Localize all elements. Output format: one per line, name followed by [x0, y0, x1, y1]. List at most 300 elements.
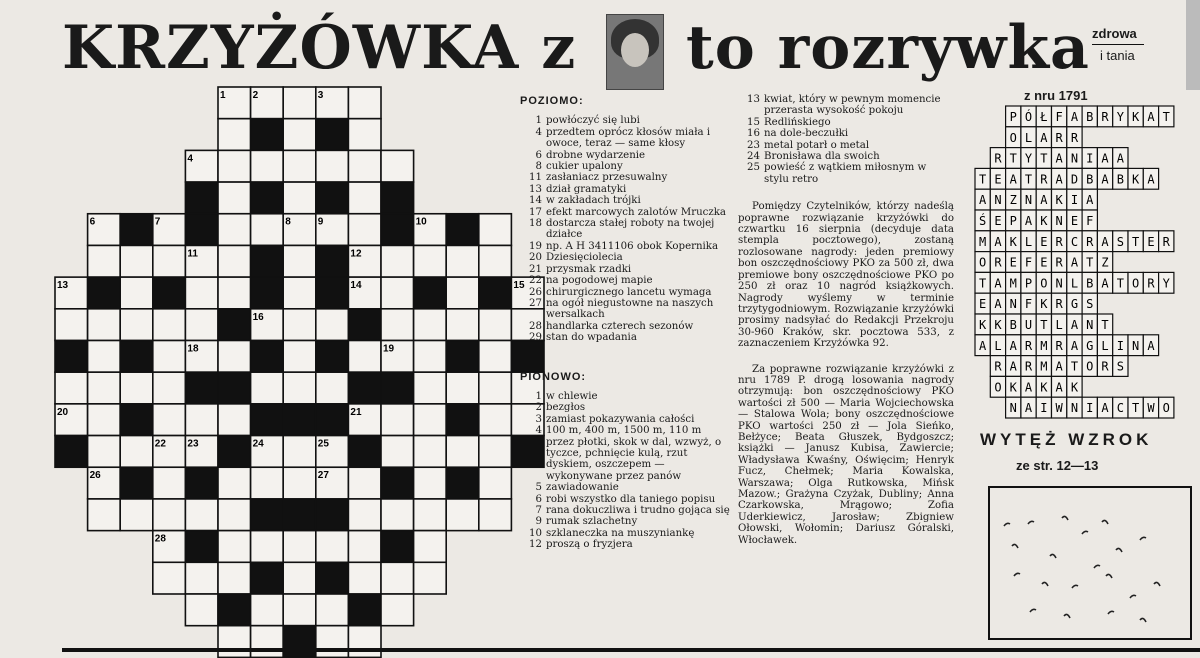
- grid-cell[interactable]: [283, 277, 316, 309]
- grid-cell[interactable]: [316, 562, 349, 594]
- spot-puzzle: [988, 486, 1192, 640]
- grid-cell[interactable]: [381, 245, 414, 277]
- grid-cell[interactable]: [185, 531, 218, 563]
- solution-letter: E: [979, 297, 987, 312]
- solution-letter: L: [1070, 276, 1079, 291]
- solution-letter: Ł: [1040, 110, 1048, 124]
- grid-cell[interactable]: [55, 436, 88, 468]
- grid-cell[interactable]: [218, 150, 251, 182]
- grid-cell[interactable]: [218, 626, 251, 658]
- clue-across-18: [520, 218, 730, 241]
- solution-letter: T: [1086, 255, 1094, 270]
- grid-cell[interactable]: [479, 277, 512, 309]
- grid-cell[interactable]: [348, 119, 381, 151]
- grid-cell[interactable]: [185, 214, 218, 246]
- grid-cell[interactable]: [153, 562, 186, 594]
- clue-text: chirurgicznego lancetu wymaga: [546, 286, 712, 298]
- tag-bottom: i tania: [1100, 48, 1135, 63]
- grid-cell[interactable]: [316, 499, 349, 531]
- grid-cell[interactable]: [446, 467, 479, 499]
- clue-number: 25: [747, 162, 760, 174]
- grid-cell[interactable]: [218, 372, 251, 404]
- grid-cell[interactable]: [283, 309, 316, 341]
- grid-cell[interactable]: [316, 404, 349, 436]
- clue-across-28: [520, 321, 730, 332]
- grid-cell[interactable]: [218, 499, 251, 531]
- grid-cell[interactable]: [446, 372, 479, 404]
- grid-cell[interactable]: [414, 404, 447, 436]
- solution-letter: R: [1070, 130, 1079, 145]
- solution-letter: Y: [1024, 151, 1033, 166]
- solution-letter: O: [1132, 276, 1140, 291]
- clue-number: 14: [529, 195, 542, 207]
- solution-letter: N: [1055, 214, 1063, 228]
- grid-cell[interactable]: [88, 372, 121, 404]
- solution-letter: A: [1116, 151, 1124, 166]
- grid-cell[interactable]: [348, 436, 381, 468]
- grid-cell[interactable]: [348, 150, 381, 182]
- solution-letter: I: [1040, 401, 1048, 416]
- clue-text: w zakładach trójki: [546, 195, 641, 207]
- grid-cell[interactable]: [88, 309, 121, 341]
- clue-number: 4: [535, 126, 542, 138]
- grid-cell[interactable]: [218, 562, 251, 594]
- puzzle-mark: [1154, 582, 1160, 586]
- grid-cell[interactable]: [381, 277, 414, 309]
- grid-cell[interactable]: [55, 309, 88, 341]
- solution-letter: C: [1070, 234, 1079, 249]
- grid-cell[interactable]: [185, 562, 218, 594]
- grid-cell[interactable]: [218, 467, 251, 499]
- puzzle-mark: [1012, 544, 1018, 548]
- grid-cell[interactable]: [185, 499, 218, 531]
- grid-cell[interactable]: [218, 182, 251, 214]
- grid-cell[interactable]: [348, 309, 381, 341]
- solution-letter: A: [1009, 338, 1017, 353]
- clue-text: rana dokuczliwa i trudno gojąca się: [546, 505, 730, 516]
- grid-cell[interactable]: [218, 594, 251, 626]
- clue-down-3: [520, 414, 730, 425]
- clue-text: drobne wydarzenie: [546, 149, 646, 161]
- puzzle-mark: [1064, 614, 1070, 618]
- puzzle-mark: [1042, 582, 1048, 586]
- clue-across-6: [520, 150, 730, 161]
- grid-number: 4: [187, 153, 193, 165]
- clue-across-24: [738, 151, 954, 162]
- grid-cell[interactable]: [348, 531, 381, 563]
- grid-cell[interactable]: [251, 245, 284, 277]
- grid-cell[interactable]: [251, 150, 284, 182]
- solution-letter: A: [1070, 318, 1079, 332]
- grid-cell[interactable]: [479, 467, 512, 499]
- grid-cell[interactable]: [185, 372, 218, 404]
- grid-cell[interactable]: [120, 309, 153, 341]
- solution-letter: A: [1040, 193, 1048, 208]
- bottom-rule: [62, 648, 1200, 652]
- solution-letter: B: [1086, 110, 1094, 124]
- grid-cell[interactable]: [283, 467, 316, 499]
- grid-cell[interactable]: [283, 404, 316, 436]
- grid-cell[interactable]: [153, 245, 186, 277]
- solution-letter: Z: [1101, 255, 1109, 270]
- grid-cell[interactable]: [88, 340, 121, 372]
- clue-number: 17: [529, 206, 542, 218]
- clue-text: przysmak rzadki: [546, 263, 632, 275]
- grid-cell[interactable]: [348, 562, 381, 594]
- grid-cell[interactable]: [381, 499, 414, 531]
- grid-cell[interactable]: [218, 436, 251, 468]
- grid-cell[interactable]: [153, 467, 186, 499]
- puzzle-mark: [1082, 531, 1088, 534]
- grid-number: 19: [383, 343, 395, 355]
- winners-list: Za poprawne rozwiązanie krzyżówki z nru 1789 P. drogą losowania nagrody otrzymują: bon oszczędnościowy PKO wartości zł 500 — Maria Wojciechowska — Stalowa Wola; bony oszczędnościowe PKO wartości 250 zł — Jola Sieńko, Bełżyce; Beata Głuszek, Bydgoszcz; książki — Janusz Kubisa, Zawiercie; Władysława Kwaśny, Oświęcim; Henryk Fucz, Chełmek; Maria Kowalska, Warszawa; Olga Rutkowska, Mińsk Mazow.; Grażyna Czyżak, Dubliny; Anna Czarkowska, Mrągowo; Zofia Uderkiewicz, Jarosław; Zbigniew Ołowski, Wołomin; Dariusz Góralski, Włocławek.: [738, 363, 954, 546]
- solution-letter: N: [994, 193, 1002, 208]
- grid-cell[interactable]: [414, 467, 447, 499]
- grid-cell[interactable]: [316, 626, 349, 658]
- solution-letter: Z: [1009, 193, 1017, 208]
- grid-cell[interactable]: [381, 594, 414, 626]
- clue-across-27: [520, 298, 730, 321]
- solution-letter: P: [1009, 110, 1017, 124]
- grid-cell[interactable]: [251, 214, 284, 246]
- grid-cell[interactable]: [381, 372, 414, 404]
- clue-down-6: [520, 494, 730, 505]
- grid-cell[interactable]: [218, 214, 251, 246]
- grid-cell[interactable]: [381, 404, 414, 436]
- grid-cell[interactable]: [185, 594, 218, 626]
- grid-cell[interactable]: [88, 499, 121, 531]
- grid-cell[interactable]: [283, 245, 316, 277]
- grid-cell[interactable]: [153, 277, 186, 309]
- solution-letter: O: [1162, 401, 1170, 416]
- grid-cell[interactable]: [153, 404, 186, 436]
- grid-cell[interactable]: [348, 594, 381, 626]
- grid-cell[interactable]: [283, 562, 316, 594]
- clue-number: 15: [747, 116, 760, 128]
- grid-cell[interactable]: [414, 309, 447, 341]
- grid-cell[interactable]: [348, 499, 381, 531]
- grid-cell[interactable]: [88, 245, 121, 277]
- grid-cell[interactable]: [283, 626, 316, 658]
- grid-cell[interactable]: [348, 467, 381, 499]
- solution-letter: A: [1101, 401, 1109, 416]
- grid-cell[interactable]: [316, 245, 349, 277]
- solution-letter: A: [1147, 172, 1155, 187]
- across-clues: [520, 96, 730, 551]
- grid-cell[interactable]: [218, 340, 251, 372]
- grid-cell[interactable]: [283, 531, 316, 563]
- solution-letter: A: [1101, 151, 1109, 166]
- solution-letter: D: [1070, 172, 1079, 187]
- solution-letter: I: [1086, 151, 1094, 166]
- grid-cell[interactable]: [55, 340, 88, 372]
- grid-cell[interactable]: [446, 340, 479, 372]
- grid-cell[interactable]: [348, 182, 381, 214]
- solution-letter: N: [1086, 318, 1094, 332]
- grid-cell[interactable]: [88, 404, 121, 436]
- grid-cell[interactable]: [446, 404, 479, 436]
- grid-cell[interactable]: [88, 277, 121, 309]
- solution-letter: K: [1040, 380, 1048, 395]
- clue-down-10: [520, 528, 730, 539]
- grid-cell[interactable]: [251, 626, 284, 658]
- grid-cell[interactable]: [414, 499, 447, 531]
- grid-cell[interactable]: [120, 499, 153, 531]
- grid-cell[interactable]: [316, 531, 349, 563]
- grid-cell[interactable]: [446, 499, 479, 531]
- grid-cell[interactable]: [414, 531, 447, 563]
- grid-cell[interactable]: [185, 467, 218, 499]
- grid-cell[interactable]: [283, 594, 316, 626]
- clue-across-23: [738, 140, 954, 151]
- grid-cell[interactable]: [218, 119, 251, 151]
- grid-cell[interactable]: [120, 436, 153, 468]
- solution-letter: A: [1070, 338, 1079, 353]
- grid-cell[interactable]: [120, 214, 153, 246]
- clue-text: handlarka czterech sezonów: [546, 320, 694, 332]
- grid-cell[interactable]: [120, 372, 153, 404]
- solution-letter: O: [1086, 359, 1094, 374]
- grid-cell[interactable]: [348, 340, 381, 372]
- grid-cell[interactable]: [251, 372, 284, 404]
- grid-cell[interactable]: [479, 245, 512, 277]
- solution-letter: R: [994, 359, 1002, 374]
- grid-cell[interactable]: [316, 119, 349, 151]
- grid-cell[interactable]: [414, 277, 447, 309]
- grid-cell[interactable]: [348, 372, 381, 404]
- grid-cell[interactable]: [381, 309, 414, 341]
- grid-cell[interactable]: [251, 404, 284, 436]
- solution-letter: I: [1086, 401, 1094, 416]
- clue-text: dostarcza stałej roboty na twojej działce: [546, 218, 715, 241]
- solution-letter: K: [1070, 380, 1079, 395]
- clue-across-22: [520, 275, 730, 286]
- grid-cell[interactable]: [348, 214, 381, 246]
- grid-cell[interactable]: [479, 340, 512, 372]
- clue-number: 26: [529, 286, 542, 298]
- tag-top: zdrowa: [1092, 26, 1137, 41]
- clue-number: 22: [529, 275, 542, 287]
- grid-cell[interactable]: [381, 467, 414, 499]
- grid-cell[interactable]: [218, 309, 251, 341]
- grid-number: 7: [154, 216, 161, 228]
- grid-cell[interactable]: [316, 309, 349, 341]
- grid-cell[interactable]: [251, 277, 284, 309]
- grid-number: 22: [154, 438, 166, 450]
- solution-letter: R: [1040, 172, 1048, 187]
- grid-cell[interactable]: [218, 404, 251, 436]
- grid-cell[interactable]: [446, 277, 479, 309]
- grid-cell[interactable]: [446, 245, 479, 277]
- grid-cell[interactable]: [348, 626, 381, 658]
- clue-text: na ogół niegustowne na naszych wersalkach: [546, 297, 714, 321]
- clue-text: na pogodowej mapie: [546, 275, 653, 287]
- grid-number: 14: [350, 280, 362, 292]
- grid-cell[interactable]: [218, 277, 251, 309]
- grid-cell[interactable]: [120, 467, 153, 499]
- solution-letter: N: [1009, 401, 1017, 416]
- solution-letter: A: [1147, 110, 1155, 124]
- clue-number: 1: [535, 115, 542, 127]
- grid-cell[interactable]: [283, 182, 316, 214]
- grid-cell[interactable]: [414, 372, 447, 404]
- clue-across-8: [520, 161, 730, 172]
- clue-text: na dole-beczułki: [764, 128, 849, 140]
- clue-text: bezgłos: [546, 402, 586, 414]
- puzzle-mark: [1140, 537, 1146, 540]
- solution-letter: L: [1024, 234, 1033, 249]
- grid-cell[interactable]: [251, 119, 284, 151]
- grid-cell[interactable]: [218, 245, 251, 277]
- solution-letter: A: [1024, 401, 1033, 416]
- grid-cell[interactable]: [381, 150, 414, 182]
- solution-letter: A: [1070, 110, 1079, 124]
- grid-cell[interactable]: [479, 499, 512, 531]
- grid-cell[interactable]: [55, 372, 88, 404]
- clue-text: Dziesięciolecia: [546, 252, 623, 264]
- grid-cell[interactable]: [479, 404, 512, 436]
- grid-cell[interactable]: [381, 182, 414, 214]
- clue-down-1: [520, 391, 730, 402]
- grid-cell[interactable]: [153, 340, 186, 372]
- solution-letter: L: [1101, 338, 1109, 353]
- clue-text: robi wszystko dla taniego popisu: [546, 493, 716, 505]
- grid-number: 6: [89, 216, 96, 228]
- grid-cell[interactable]: [185, 182, 218, 214]
- solution-letter: A: [979, 193, 987, 208]
- clue-across-25: [738, 162, 954, 185]
- clue-number: 3: [535, 413, 542, 425]
- grid-number: 1: [220, 90, 226, 101]
- title-left: KRZYŻÓWKA z: [62, 13, 577, 83]
- solution-letter: A: [994, 297, 1002, 312]
- grid-cell[interactable]: [316, 340, 349, 372]
- solution-letter: P: [1009, 214, 1017, 228]
- grid-cell[interactable]: [414, 436, 447, 468]
- solution-letter: E: [1147, 234, 1155, 249]
- grid-cell[interactable]: [316, 150, 349, 182]
- grid-cell[interactable]: [446, 309, 479, 341]
- grid-cell[interactable]: [414, 340, 447, 372]
- grid-cell[interactable]: [251, 182, 284, 214]
- solution-letter: F: [1024, 255, 1033, 270]
- solution-letter: A: [1101, 172, 1109, 187]
- grid-cell[interactable]: [283, 87, 316, 119]
- grid-cell[interactable]: [283, 340, 316, 372]
- grid-cell[interactable]: [120, 245, 153, 277]
- grid-cell[interactable]: [251, 467, 284, 499]
- grid-cell[interactable]: [153, 309, 186, 341]
- grid-cell[interactable]: [348, 87, 381, 119]
- solution-letter: Ó: [1024, 110, 1033, 124]
- solution-letter: Y: [1116, 110, 1124, 124]
- grid-cell[interactable]: [185, 404, 218, 436]
- grid-cell[interactable]: [381, 531, 414, 563]
- solution-letter: R: [994, 151, 1002, 166]
- clue-number: 13: [529, 183, 542, 195]
- grid-cell[interactable]: [283, 436, 316, 468]
- grid-cell[interactable]: [446, 436, 479, 468]
- grid-cell[interactable]: [120, 404, 153, 436]
- grid-cell[interactable]: [479, 372, 512, 404]
- grid-cell[interactable]: [88, 436, 121, 468]
- solution-letter: K: [1009, 234, 1017, 249]
- solution-letter: E: [994, 172, 1002, 187]
- clue-number: 11: [529, 172, 542, 184]
- solution-letter: A: [1009, 172, 1017, 187]
- solution-letter: C: [1116, 401, 1124, 416]
- grid-cell[interactable]: [251, 499, 284, 531]
- grid-cell[interactable]: [381, 214, 414, 246]
- grid-cell[interactable]: [251, 562, 284, 594]
- solution-letter: B: [1086, 276, 1094, 291]
- portrait-photo: [606, 14, 664, 90]
- grid-cell[interactable]: [218, 531, 251, 563]
- solution-letter: N: [1070, 401, 1079, 416]
- grid-cell[interactable]: [283, 372, 316, 404]
- grid-cell[interactable]: [251, 594, 284, 626]
- clue-number: 29: [529, 332, 542, 344]
- puzzle-mark: [1062, 516, 1068, 520]
- grid-cell[interactable]: [479, 436, 512, 468]
- solution-letter: U: [1024, 318, 1033, 332]
- grid-cell[interactable]: [283, 499, 316, 531]
- grid-cell[interactable]: [381, 562, 414, 594]
- clue-across-11: [520, 172, 730, 183]
- puzzle-mark: [1102, 520, 1108, 524]
- grid-cell[interactable]: [185, 309, 218, 341]
- grid-cell[interactable]: [283, 119, 316, 151]
- grid-cell[interactable]: [414, 245, 447, 277]
- grid-cell[interactable]: [120, 277, 153, 309]
- clue-text: przedtem oprócz kłosów miała i owoce, teraz — same kłosy: [546, 126, 711, 150]
- grid-cell[interactable]: [283, 150, 316, 182]
- clue-down-5: [520, 482, 730, 493]
- grid-number: 16: [252, 311, 264, 323]
- solution-letter: K: [1009, 380, 1017, 395]
- grid-cell[interactable]: [120, 340, 153, 372]
- clue-across-19: [520, 241, 730, 252]
- clue-down-9: [520, 516, 730, 527]
- grid-cell[interactable]: [153, 372, 186, 404]
- grid-cell[interactable]: [381, 436, 414, 468]
- solution-letter: K: [1132, 172, 1140, 187]
- clue-text: kwiat, który w pewnym momencie przerasta wysokość pokoju: [764, 94, 941, 117]
- grid-cell[interactable]: [316, 277, 349, 309]
- puzzle-mark: [1140, 618, 1146, 622]
- grid-cell[interactable]: [479, 309, 512, 341]
- solution-letter: G: [1070, 297, 1079, 312]
- grid-cell[interactable]: [251, 340, 284, 372]
- clue-down-2: [520, 402, 730, 413]
- grid-cell[interactable]: [316, 594, 349, 626]
- solution-letter: S: [1086, 297, 1094, 312]
- grid-cell[interactable]: [251, 531, 284, 563]
- across-heading: POZIOMO:: [520, 95, 584, 107]
- grid-cell[interactable]: [479, 214, 512, 246]
- grid-cell[interactable]: [414, 562, 447, 594]
- grid-cell[interactable]: [446, 214, 479, 246]
- grid-number: 18: [187, 343, 199, 355]
- clue-number: 10: [529, 527, 542, 539]
- grid-cell[interactable]: [316, 182, 349, 214]
- grid-cell[interactable]: [185, 277, 218, 309]
- grid-cell[interactable]: [153, 499, 186, 531]
- grid-number: 26: [89, 470, 101, 482]
- grid-cell[interactable]: [316, 372, 349, 404]
- solution-letter: K: [1040, 297, 1048, 312]
- clue-across-16: [738, 128, 954, 139]
